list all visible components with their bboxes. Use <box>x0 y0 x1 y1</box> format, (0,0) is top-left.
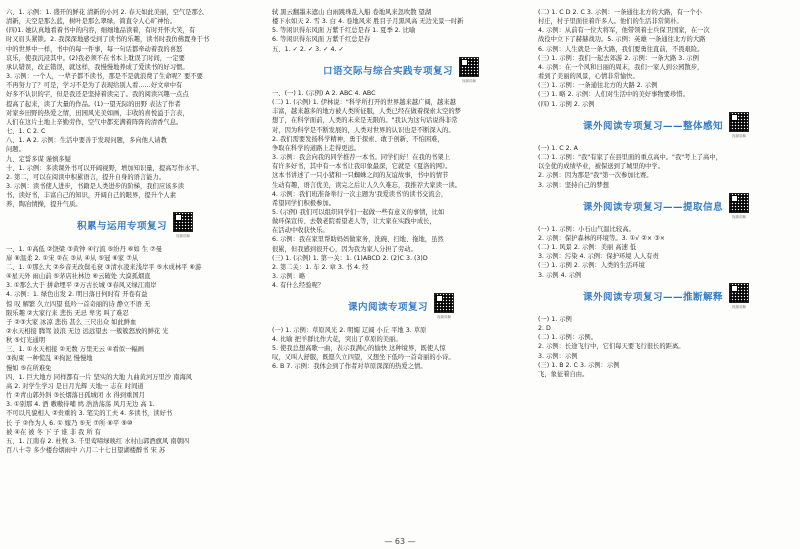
answer-block-oral <box>272 89 530 290</box>
answer-line: 3. 示例：坚持自己的梦想 <box>538 181 609 189</box>
answer-line: (三) 1. 示例 2. 示例：人类的生活环境 <box>538 262 645 270</box>
section-title: 课外阅读专项复习——整体感知 <box>582 120 723 132</box>
answer-line: 九、定誓多谋 谨慎多疑 <box>6 155 71 163</box>
answer-line: (三) 1. 示例：我们一起去郊游 2. 示例：一条大路 3. 示例 <box>538 54 699 62</box>
answer-line: ③拘束 一种慌乱 ④拘泥 慢慢地 <box>6 355 93 363</box>
answer-line: 八、1. A 2. 示例：生活中要善于发现问题，多向他人请教 <box>6 137 167 145</box>
answer-line: 时又眉头紧锁。2. 我深深地感受到了读书的乐趣，读书时我仿佛置身于书 <box>6 36 210 44</box>
answer-line: 七、1. C 2. C <box>6 128 46 136</box>
answer-line: 2. 示例：长途飞行中，它们每天要飞行很长的距离。 <box>538 343 685 351</box>
section-header-in-class-reading <box>272 293 530 322</box>
answer-block-top-right <box>538 8 794 109</box>
answer-line: ②水天相接 腾驾 波浪 无边 远远望去 一簇簇怒放的鲜花 光 <box>6 328 169 335</box>
qr-code-icon: 视频讲解 <box>434 293 454 322</box>
answer-block-accumulation <box>6 245 264 456</box>
answer-line: 5. 使我总想高歌一曲，表示我满心的愉快 这种境界，既使人惊 <box>272 344 446 352</box>
answer-line: 养，陶冶情操，提升气质。 <box>6 201 82 209</box>
answer-line: (三) 1. 略 2. 示例：人们对生活中的美好事物要珍惜。 <box>538 91 689 99</box>
section-title: 课外阅读专项复习——推断解释 <box>582 291 723 303</box>
section-title: 口语交际与综合实践专项复习 <box>322 65 453 77</box>
answer-line: 对家乡田野的热爱之情，田园风光美如画，丰收的喜悦溢于言表， <box>6 109 189 117</box>
answer-line: 6. 等闲识得东风面 万紫千红总是春 <box>272 36 371 44</box>
answer-line: (二) 1. 风景 2. 示例：美丽 高速 低 <box>538 244 637 252</box>
answer-line: (三) 1. B 2. C 3. 示例：示例 <box>538 361 620 369</box>
answer-line: 3. 示例：示例 <box>538 352 578 360</box>
answer-line: 4. 示例：在一个风和日丽的周末，我们一家人到公园散步， <box>538 63 704 71</box>
answer-line: 5. (示例) 我们可以组织同学们一起做一些有意义的事情，比如 <box>272 208 445 216</box>
answer-block-in-class-reading <box>272 326 530 372</box>
answer-line: 叹，又叫人舒服，既愿久立四望，又想坐下低吟一首奇丽的小诗。 <box>272 354 455 361</box>
answer-line: 楼下水如天 2. 雪 3. 白 4. 卷地风来 胜目子月黑风高 无边光景一时新 <box>272 18 464 26</box>
answer-block-infer <box>538 315 794 379</box>
answer-line: 限乐趣 ②大家行来 悲伤 无忌 卑劣 叫了难忍 <box>6 309 129 317</box>
answer-line: (二) 1. 示例：示例。 <box>538 334 598 342</box>
answer-line: 4. 示例：1. 绿色出发 2. 明日落日何时有 开卷有益 <box>6 291 148 299</box>
answer-line: 在活动中收获快乐。 <box>272 227 329 235</box>
answer-line: 承认错误，改正错误，就这样，我慢慢地养成了爱读书的好习惯。 <box>6 63 189 71</box>
answer-line: (二) 1. 示例："我"有家了在县里面的重点高中。"我"考上了高中， <box>538 154 722 162</box>
answer-line: 6. 示例：我在家里帮助妈妈做家务，洗碗、扫地、拖地，虽然 <box>272 236 444 244</box>
answer-line: 2. D <box>538 325 551 333</box>
answer-line: 秋 ⑤灯光通明 <box>6 337 46 345</box>
answer-line: 以全优的成绩毕业，被保送到了城里的中学。 <box>538 163 664 171</box>
answer-line: 十、1. 示例：多读课外书可以开阔视野，增加知识量，提高写作水平。 <box>6 164 203 172</box>
answer-line: 想了，在科学面前，人类的未来是无限的。"我认为这句话说得非常 <box>272 117 458 125</box>
answer-line: 3. 示例：略 <box>272 273 306 281</box>
answer-line: 4. 比喻 把羊群比作大花，突出了草原的美丽。 <box>272 335 402 343</box>
answer-block-top-middle <box>272 8 530 54</box>
qr-code-icon: 视频讲解 <box>459 57 479 86</box>
answer-line: 6. B 7. 示例：我体会到了作者对草原深深的热爱之情。 <box>272 363 427 371</box>
answer-line: 中的世界中一样，书中的每一件事，每一句话都牵动着我的喜怒 <box>6 45 183 53</box>
answer-line: 好多不认识的字，但是我还是坚持着读完了。我的阅读兴趣一点点 <box>6 91 189 99</box>
answer-line: 5. 等闲识得东风面 万紫千红总是春 1. 夏季 2. 比喻 <box>272 27 416 35</box>
answer-line: 4. 示例：从前有一位大将军，他带领着士兵保卫国家，在一次 <box>538 27 710 35</box>
answer-line: 哀乐，使我沉浸其中。(2)我必须不在书本上耽误了时间，一定要 <box>6 54 185 62</box>
answer-line: 对，因为科学是不断发展的，人类对世界的认识也是不断深入的。 <box>272 126 455 134</box>
answer-line: 人们在这片土地上辛勤劳作，空气中都充满着阵阵的清香气息。 <box>6 118 183 126</box>
answer-line: 2. 示例：因为那是"我"第一次参加比赛。 <box>538 172 653 180</box>
qr-code-icon: 视频讲解 <box>173 212 193 241</box>
answer-block-extract <box>538 225 794 280</box>
answer-line: 不再努力了？可是，学习不是为了表现给别人看……好文章中有 <box>6 82 183 90</box>
answer-line: 很累，但我感到很开心，因为我为家人分担了劳动。 <box>272 245 417 253</box>
answer-line: 丰富，越来越多的地方被人类所征服，人类已经在做着探索太空的梦 <box>272 108 461 116</box>
answer-line: 2. 第二关：1. 车 2. 章 3. 书 4. 经 <box>272 263 369 271</box>
answer-line: 被 ④在 被 冬 下 子 谁 非 我 所 有 <box>6 428 101 436</box>
answer-line: ④星天外 雨山前 ⑤茅店社林边 ⑥云破处 大漠孤烟直 <box>6 273 151 281</box>
answer-line: 一、(一) 1. (示例) A 2. ABC 4. ABC <box>272 89 376 97</box>
answer-line: 2. 我们需要发扬科学精神，勇于探索、敢于创新、不怕困难， <box>272 135 444 143</box>
answer-line: 2. 示例：保护森林的环境等。3. ①√ ②× ③× <box>538 234 666 242</box>
page-number: — 63 — <box>384 537 416 546</box>
answer-line: 飞，象征着自由。 <box>538 370 589 378</box>
answer-line: 竹 ②青山郭外斜 ③长烟落日孤城闭 水 得到重国月 <box>6 392 145 400</box>
section-header-oral <box>272 57 530 86</box>
answer-line: 不可以凡貌相人 ②贵重的 3. 笔尖的工夫 4. 多读书，读好书 <box>6 410 173 418</box>
answer-line: 书，读好书，丰富自己的知识，开阔自己的眼界，提升个人素 <box>6 192 177 200</box>
answer-line: 3. 示例：一个人，一辈子都不读书，那是不是就浪费了生命呢？要不要 <box>6 73 203 81</box>
answer-line: 长 子 ②作为人 6. ① 嫁乃 ⑤无 ⑦所 ⑧平 ⑨⑩ <box>6 419 133 427</box>
qr-code-icon: 视频讲解 <box>729 193 749 222</box>
answer-line: 生动有趣，语言优美，读完之后让人久久难忘，我推荐大家读一读。 <box>272 181 461 189</box>
answer-line: 四、1. 巨大地方 同样都有一片 坚实的大地 九曲黄河万里沙 南海风 <box>6 373 193 381</box>
answer-line: 五、1. ✓ 2. ✓ 3. ✓ 4. ✓ <box>272 45 344 53</box>
answer-line: 4. 有什么经验呢？ <box>272 282 325 290</box>
answer-line: 六、1. 示例：1. 盛开的鲜花 清新的小河 2. 春天如此美丽，空气是那么 <box>6 9 205 16</box>
answer-line: 清新，天空是那么蓝，树叶是那么翠绿，简直令人心旷神怡。 <box>6 18 177 26</box>
answer-line: 做环保宣传、去敬老院看望老人等，让大家在实践中成长， <box>272 218 436 226</box>
answer-line: 五、1. 江南春 2. 杜牧 3. 千里莺啼绿映红 水村山郭酒旗风 南朝四 <box>6 437 190 445</box>
answer-line: 二、1. ①那么大 ②乡音无改鬓毛衰 ③清水凌来浅岸平 ⑤木成林平 ⑥游 <box>6 263 202 271</box>
answer-line: 2. 第二，可以在阅读中积累语言，提升自身的语言能力。 <box>6 173 166 181</box>
answer-line: (一) 1. 示例：小石山气温比较高。 <box>538 225 635 233</box>
answer-line: 问题。 <box>6 146 25 154</box>
answer-block-top-left <box>6 8 264 209</box>
answer-line: 3. ①那么大于 拼命埋平 ②万古长城 ③春风又绿江南岸 <box>6 282 157 290</box>
answer-line: (一) 1. C 2. A <box>538 144 578 152</box>
answer-line: 有许多好书，其中有一本书让我印象最深，它就是《夏洛的网》。 <box>272 163 452 171</box>
answer-line: (三) 1. 示例：一条通往北方的大路 2. 示例 <box>538 82 658 90</box>
answer-line: 高 2. 对学生学习 是日月光辉 天地一 志在 时间道 <box>6 382 144 390</box>
answer-line: 慢如 ⑤在所难免 <box>6 364 52 372</box>
section-header-infer <box>538 283 794 312</box>
section-title: 积累与运用专项复习 <box>76 221 167 233</box>
section-title: 课内阅读专项复习 <box>347 302 428 314</box>
middle-column <box>272 8 530 371</box>
answer-line: 3. 示例：我会向我的同学推荐一本书。同学们好！在我的书架上 <box>272 154 451 162</box>
answer-line: (二) 1. C D 2. C 3. 示例：一条通往北方的大路，有一个小 <box>538 9 702 16</box>
answer-line: 扉 ⑧温柔 2. ①宋 ②在 ③从 ④从 ⑤冠 ⑥家 ⑦从 <box>6 254 139 262</box>
answer-line: (四) 1. 示例 2. 示例 <box>538 100 595 108</box>
answer-line: 3. ①别那 4. 酒 嗷嗷待哺 鸠 浩浩荡荡 风月无边 高 1. <box>6 401 155 409</box>
answer-line: (四)1. 她认真地看着书中的内容，细细地品读着，有时开怀大笑，有 <box>6 27 196 35</box>
answer-line: (一) 1. 示例：草原风光 2. 明媚 辽阔 小丘 平地 3. 草原 <box>272 326 427 334</box>
answer-line: 6. 示例：人生就是一条大路，我们要勇往直前，不畏艰险。 <box>538 45 704 53</box>
answer-line: 看到了美丽的风景，心情非常愉快。 <box>538 73 639 81</box>
answer-line: 村庄，村子里面住着许多人。他们的生活非常简朴。 <box>538 18 683 26</box>
qr-code-icon: 视频讲解 <box>729 112 749 141</box>
answer-line: 子 ②③大家 冰凉 悲伤 甚么 三尺出众 如此鲜血 <box>6 318 137 326</box>
answer-line: 百八十寺 多少楼台烟雨中 六月二十七日望湖楼醉书 宋 苏 <box>6 447 166 455</box>
left-column <box>6 8 264 455</box>
answer-line: 3. 示例 4. 示例 <box>538 271 582 279</box>
answer-line: 4. 示例：我们班准备举行一次主题为'我爱读书'的读书交流会， <box>272 190 448 198</box>
section-header-overall <box>538 112 794 141</box>
qr-code-icon: 视频讲解 <box>729 283 749 312</box>
answer-line: (二) 1. (示例) 1. 伊林说："科学所打开的世界越来越广阔，越来越 <box>272 99 456 107</box>
section-header-extract <box>538 193 794 222</box>
answer-line: 希望同学们积极参加。 <box>272 199 335 207</box>
right-column <box>538 8 794 379</box>
answer-line: 争取在科学的道路上走得更远。 <box>272 144 361 152</box>
answer-line: 战役中立下了赫赫战功。5. 示例：英雄 一条通往北方的大路 <box>538 36 706 44</box>
answer-line: (三) 1. (示例) 1. 第一关：1. (1)ABCD 2. (2)C 3. (3)D <box>272 254 428 262</box>
answer-line: 提高了起来，读了大量的作品。(1)一望无际的田野 表达了作者 <box>6 100 181 108</box>
answer-line: 三、1. ①水天相接 ②无数 万里无云 ④看似一幅画 <box>6 346 144 354</box>
answer-line: 轼 黑云翻墨未遮山 白雨跳珠乱入船 卷地风来忽吹散 望湖 <box>272 9 432 16</box>
answer-line: 3. 示例：读书使人进步，书籍是人类进步的阶梯，我们应该多读 <box>6 182 185 190</box>
answer-line: (一) 1. 示例 <box>538 315 572 323</box>
answer-line: 一、1. ①高低 ②饶梁 ③黄钟 ④行流 ⑤纷丹 ⑥如 生 ⑦曼 <box>6 245 162 253</box>
answer-block-overall <box>538 144 794 190</box>
answer-line: 3. 示例：污染 4. 示例：保护环境 人人有责 <box>538 253 659 261</box>
answer-line: 这本书讲述了一只小猪和一只蜘蛛之间的友谊故事，书中的情节 <box>272 172 449 180</box>
answer-line: 惊 叹 解繁 久立四望 低吟一首奇丽的诗 静立不语 无 <box>6 300 151 308</box>
section-title: 课外阅读专项复习——提取信息 <box>582 201 723 213</box>
section-header-accumulation <box>6 212 264 241</box>
